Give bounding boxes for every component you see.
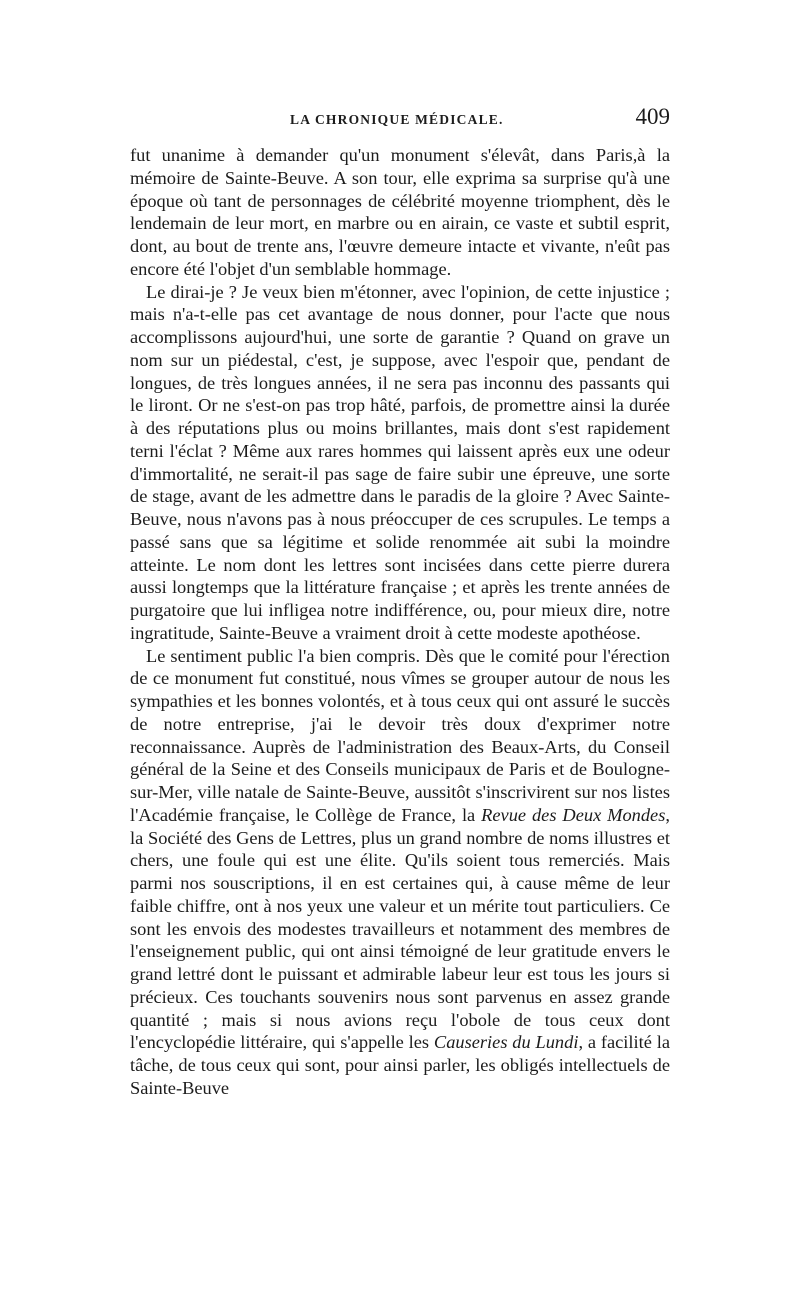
paragraph: Le dirai-je ? Je veux bien m'étonner, avec l'opinion, de cette injustice ; mais n'a-t-elle pas cet avantage de nous donner, pour l'acte que nous accomplissons aujourd'hui, une sorte de garantie ? Quand on grave un nom sur un piédestal, c'est, je suppose, avec l'espoir que, pendant de longues, de très longues années, il ne sera pas inconnu des passants qui le liront. Or ne s'est-on pas trop hâté, parfois, de promettre ainsi la durée à des réputations plus ou moins brillantes, mais dont s'est rapidement terni l'éclat ? Même aux rares hommes qui laissent après eux une odeur d'immortalité, ne serait-il pas sage de faire subir une épreuve, une sorte de stage, avant de les admettre dans le paradis de la gloire ? Avec Sainte-Beuve, nous n'avons pas à nous préoccuper de ces scrupules. Le temps a passé sans que sa légitime et solide renommée ait subi la moindre atteinte. Le nom dont les lettres sont incisées dans cette pierre durera aussi longtemps que la littérature française ; et après les trente années de purgatoire que lui infligea notre indifférence, ou, pour mieux dire, notre ingratitude, Sainte-Beuve a vraiment droit à cette modeste apothéose. [130,281,670,643]
page-number: 409 [635,104,670,129]
paragraph-text: , a facilité la tâche, de tous ceux qui sont, pour ainsi parler, les obligés intellectuels de Sainte-Beuve [130,1032,670,1098]
body-text [130,144,670,1100]
italic-title-causeries: Causeries du Lundi [433,1032,579,1053]
running-title: LA CHRONIQUE MÉDICALE. [290,112,504,127]
italic-title-revue: Revue des Deux Mondes [481,804,666,825]
paragraph-text: , la Société des Gens de Lettres, plus un grand nombre de noms illustres et chers, une foule qui est une élite. Qu'ils soient tous remerciés. Mais parmi nos souscriptions, il en est certaines qui, à cause même de leur faible chiffre, ont à nos yeux une valeur et un mérite tout particuliers. Ce sont les envois des modestes travailleurs et notamment des membres de l'enseignement public, qui ont ainsi témoigné de leur gratitude envers le grand lettré dont le puissant et admirable labeur leur est tous les jours si précieux. Ces touchants souvenirs nous sont parvenus en assez grande quantité ; mais si nous avions reçu l'obole de tous ceux dont l'encyclopédie littéraire, qui s'appelle les [130,804,670,1053]
book-page [130,0,670,1314]
paragraph-text: Le sentiment public l'a bien compris. Dès que le comité pour l'érection de ce monument fut constitué, nous vîmes se grouper autour de nous les sympathies et les bonnes volontés, et à tous ceux qui ont assuré le succès de notre entreprise, j'ai le devoir très doux d'exprimer notre reconnaissance. Auprès de l'administration des Beaux-Arts, du Conseil général de la Seine et des Conseils municipaux de Paris et de Boulogne-sur-Mer, ville natale de Sainte-Beuve, aussitôt s'inscrivirent sur nos listes l'Académie française, le Collège de France, la [130,645,670,825]
running-header [130,104,670,134]
paragraph [130,645,670,1100]
paragraph-continued: fut unanime à demander qu'un monument s'élevât, dans Paris,à la mémoire de Sainte-Beuve. A son tour, elle exprima sa surprise qu'à une époque où tant de personnages de célébrité moyenne triomphent, dès le lendemain de leur mort, en marbre ou en airain, ce vaste et subtil esprit, dont, au bout de trente ans, l'œuvre demeure intacte et vivante, n'eût pas encore été l'objet d'un semblable hommage. [130,145,670,279]
